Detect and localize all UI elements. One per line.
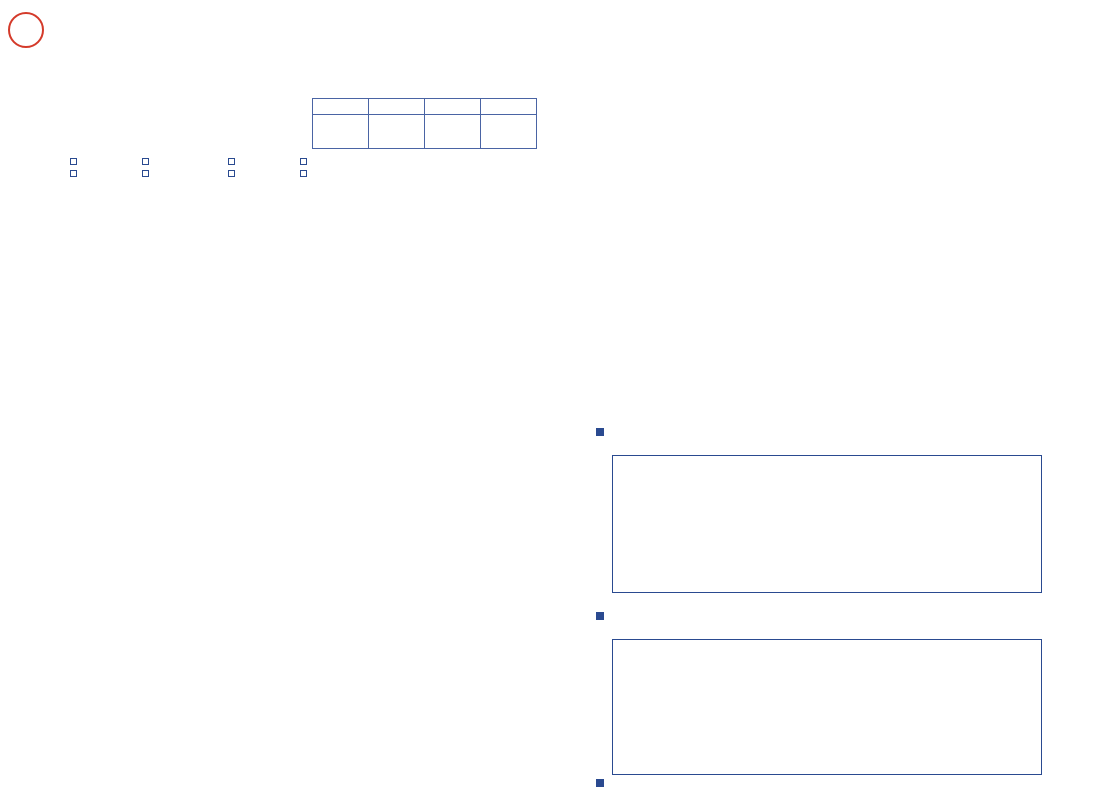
store-option[interactable] <box>70 169 79 178</box>
square-bullet-icon <box>596 428 604 436</box>
comment1-box[interactable] <box>612 455 1042 593</box>
store-option[interactable] <box>142 157 151 166</box>
store-option[interactable] <box>300 169 309 178</box>
closing-line <box>596 779 610 790</box>
checkbox-icon[interactable] <box>142 158 149 165</box>
question-heading <box>0 196 30 207</box>
checkbox-icon[interactable] <box>70 170 77 177</box>
staff-header <box>481 99 537 115</box>
staff-cell <box>425 115 481 149</box>
staff-header <box>313 99 369 115</box>
comment2-box[interactable] <box>612 639 1042 775</box>
store-option[interactable] <box>228 157 237 166</box>
checkbox-icon[interactable] <box>300 158 307 165</box>
store-option[interactable] <box>142 169 151 178</box>
seal-stamp <box>8 12 44 48</box>
staff-table <box>312 98 537 149</box>
checkbox-icon[interactable] <box>228 158 235 165</box>
comment1-prompt-line-1 <box>596 428 610 439</box>
checkbox-icon[interactable] <box>228 170 235 177</box>
store-option[interactable] <box>70 157 79 166</box>
staff-header <box>369 99 425 115</box>
comment2-prompt-line-1 <box>596 612 610 623</box>
checkbox-icon[interactable] <box>70 158 77 165</box>
staff-cell <box>481 115 537 149</box>
store-option[interactable] <box>228 169 237 178</box>
square-bullet-icon <box>596 612 604 620</box>
square-bullet-icon <box>596 779 604 787</box>
staff-cell <box>313 115 369 149</box>
checkbox-icon[interactable] <box>142 170 149 177</box>
staff-header <box>425 99 481 115</box>
store-option[interactable] <box>300 157 309 166</box>
staff-cell <box>369 115 425 149</box>
checkbox-icon[interactable] <box>300 170 307 177</box>
